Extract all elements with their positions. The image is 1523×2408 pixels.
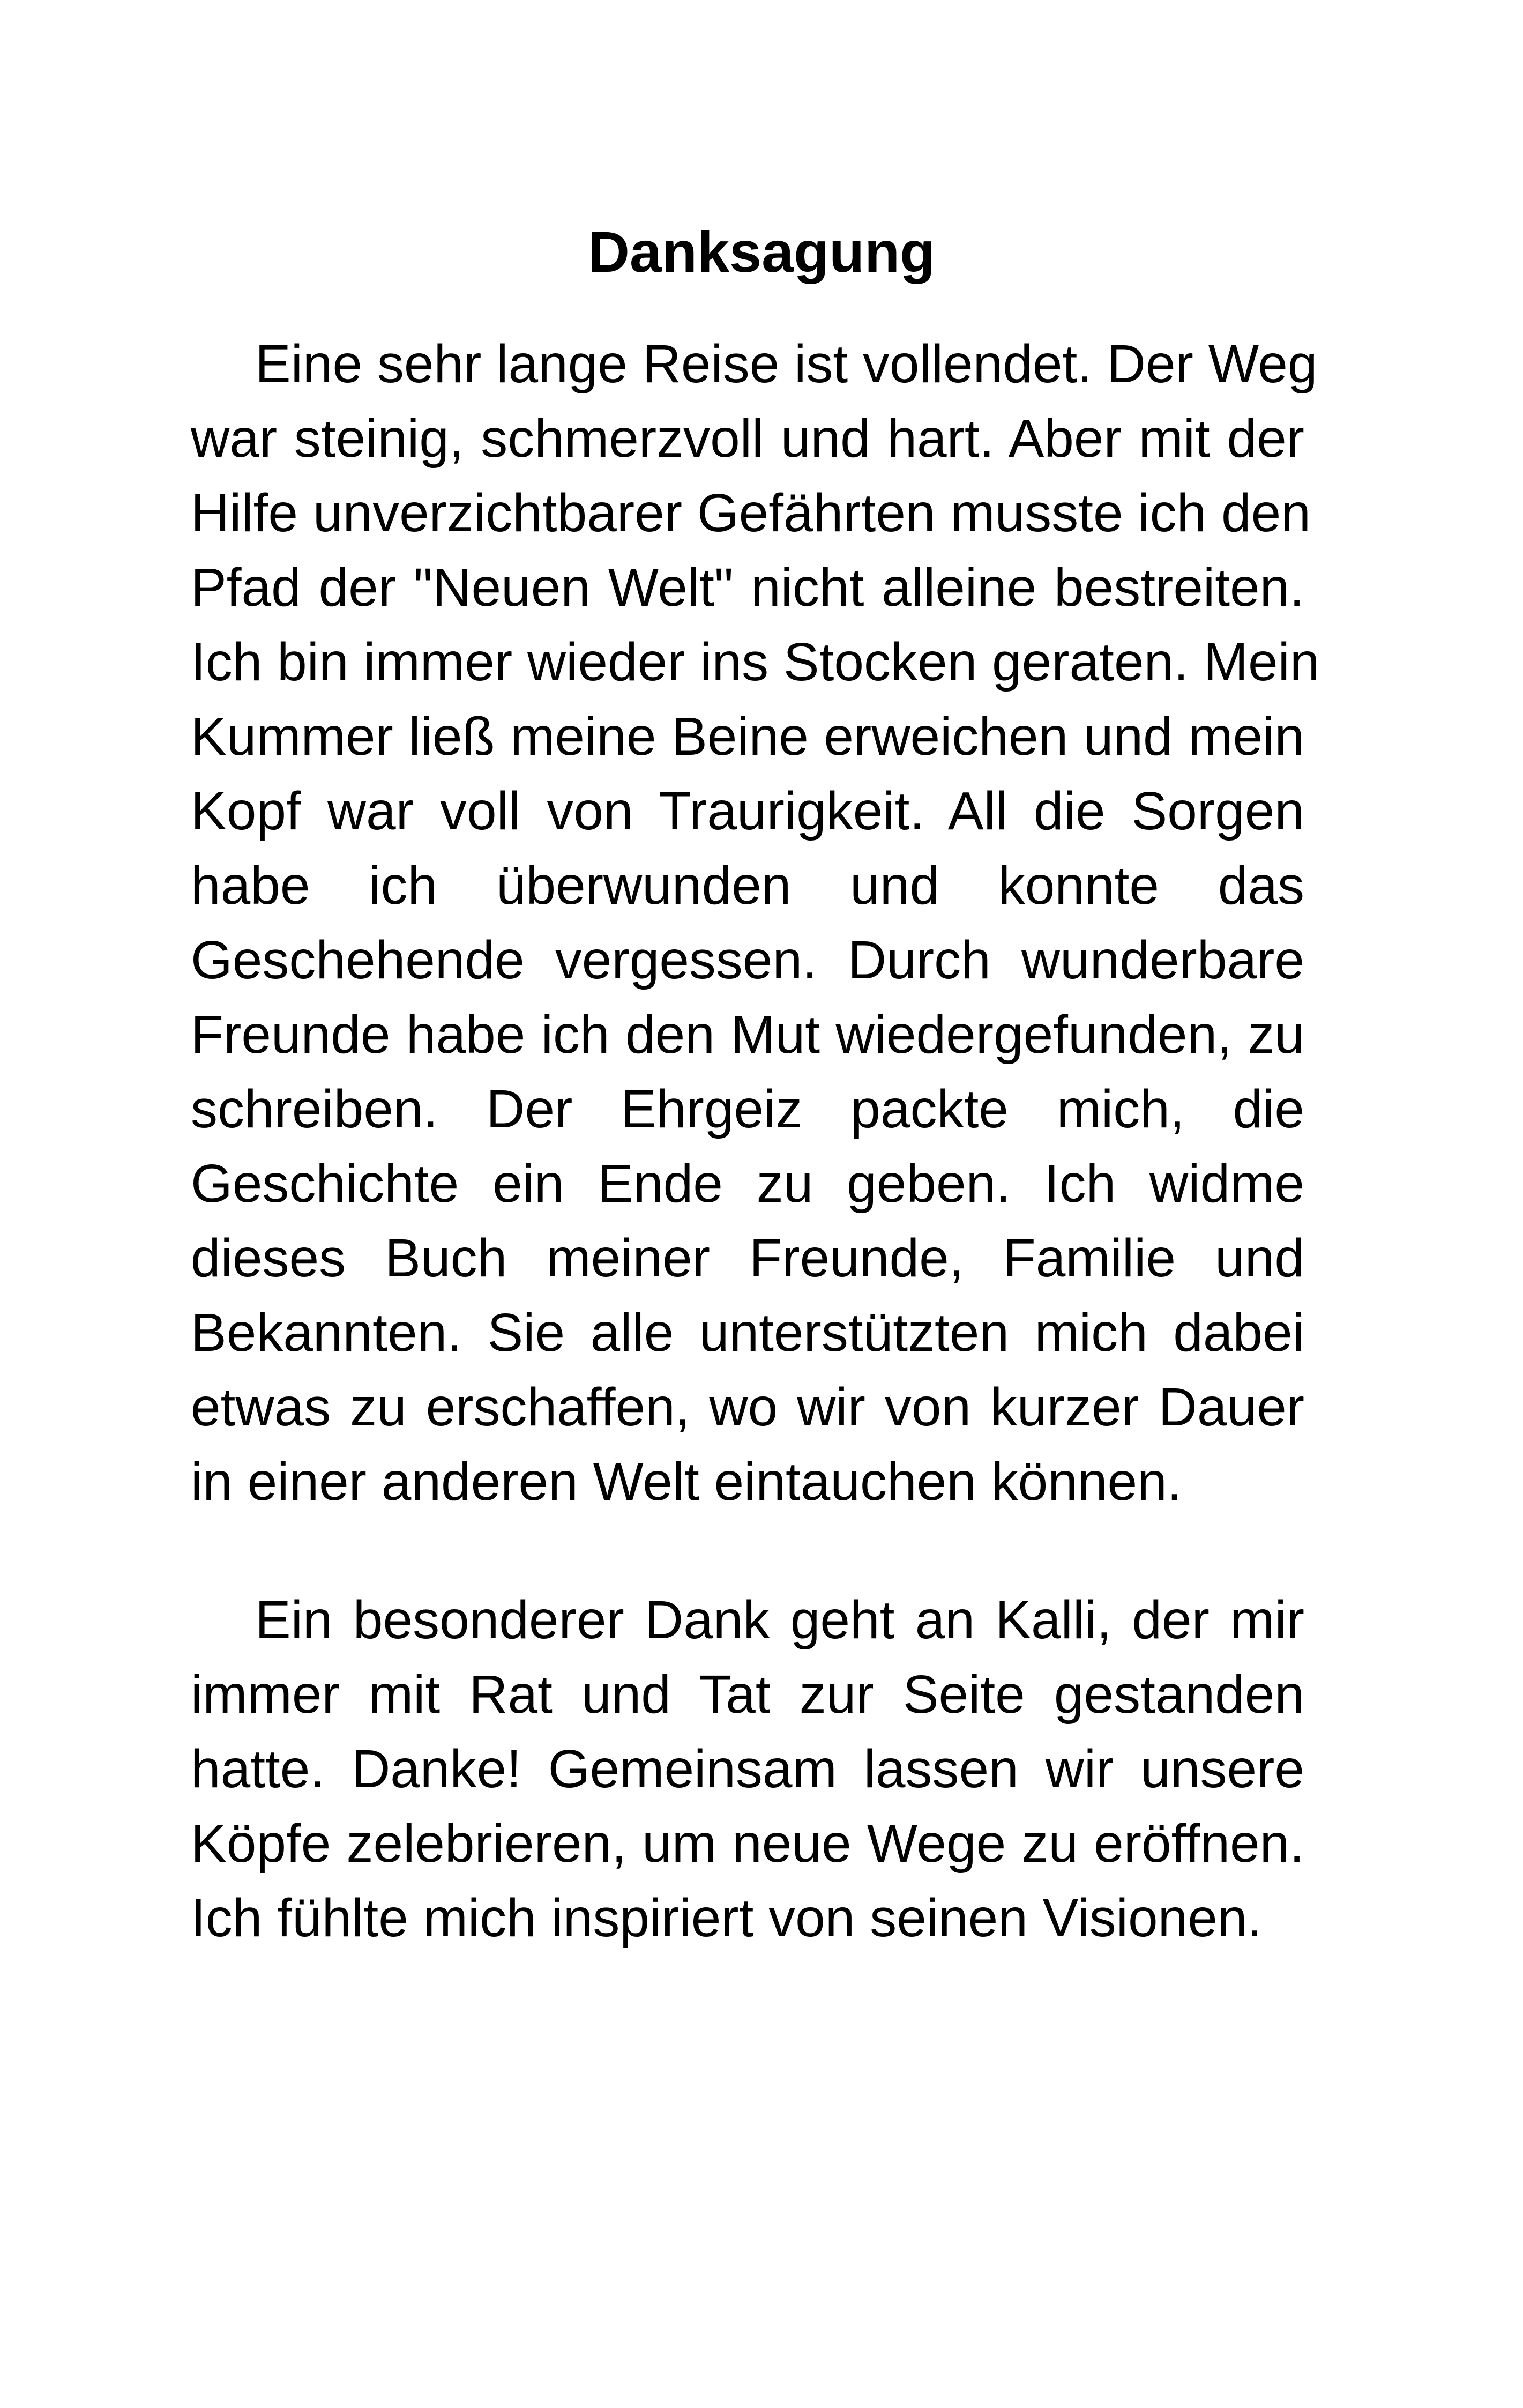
text-line: Freunde habe ich den Mut wiedergefunden, zu [191,1005,1304,1065]
text-line: Eine sehr lange Reise ist vollendet. Der Weg [255,334,1318,394]
text-line: immer mit Rat und Tat zur Seite gestanden [191,1664,1304,1725]
paragraph-2 [191,1583,1304,1956]
text-line: dieses Buch meiner Freunde, Familie und [191,1228,1304,1288]
text-line: Kummer ließ meine Beine erweichen und mein [191,707,1304,767]
text-line: Ich bin immer wieder ins Stocken geraten. Mein [191,632,1320,692]
text-line: Geschehende vergessen. Durch wunderbare [191,930,1304,990]
text-line: schreiben. Der Ehrgeiz packte mich, die [191,1079,1304,1139]
text-line: Bekannten. Sie alle unterstützten mich dabei [191,1303,1304,1363]
paragraph-1 [191,327,1320,1519]
text-line: habe ich überwunden und konnte das [191,856,1304,916]
text-line: Pfad der "Neuen Welt" nicht alleine bestreiten. [191,558,1304,618]
text-line: Köpfe zelebrieren, um neue Wege zu eröffnen. [191,1814,1304,1874]
text-line: hatte. Danke! Gemeinsam lassen wir unsere [191,1739,1304,1799]
text-line: Geschichte ein Ende zu geben. Ich widme [191,1154,1304,1214]
text-line: in einer anderen Welt eintauchen können. [191,1452,1182,1512]
text-line: Kopf war voll von Traurigkeit. All die Sorgen [191,781,1304,841]
text-line: etwas zu erschaffen, wo wir von kurzer Dauer [191,1377,1304,1437]
text-line: Ein besonderer Dank geht an Kalli, der mir [255,1590,1304,1650]
text-line: war steinig, schmerzvoll und hart. Aber mit der [191,408,1304,469]
text-line: Ich fühlte mich inspiriert von seinen Visionen. [191,1888,1263,1948]
page-title: Danksagung [587,219,936,284]
text-line: Hilfe unverzichtbarer Gefährten musste ich den [191,483,1311,543]
